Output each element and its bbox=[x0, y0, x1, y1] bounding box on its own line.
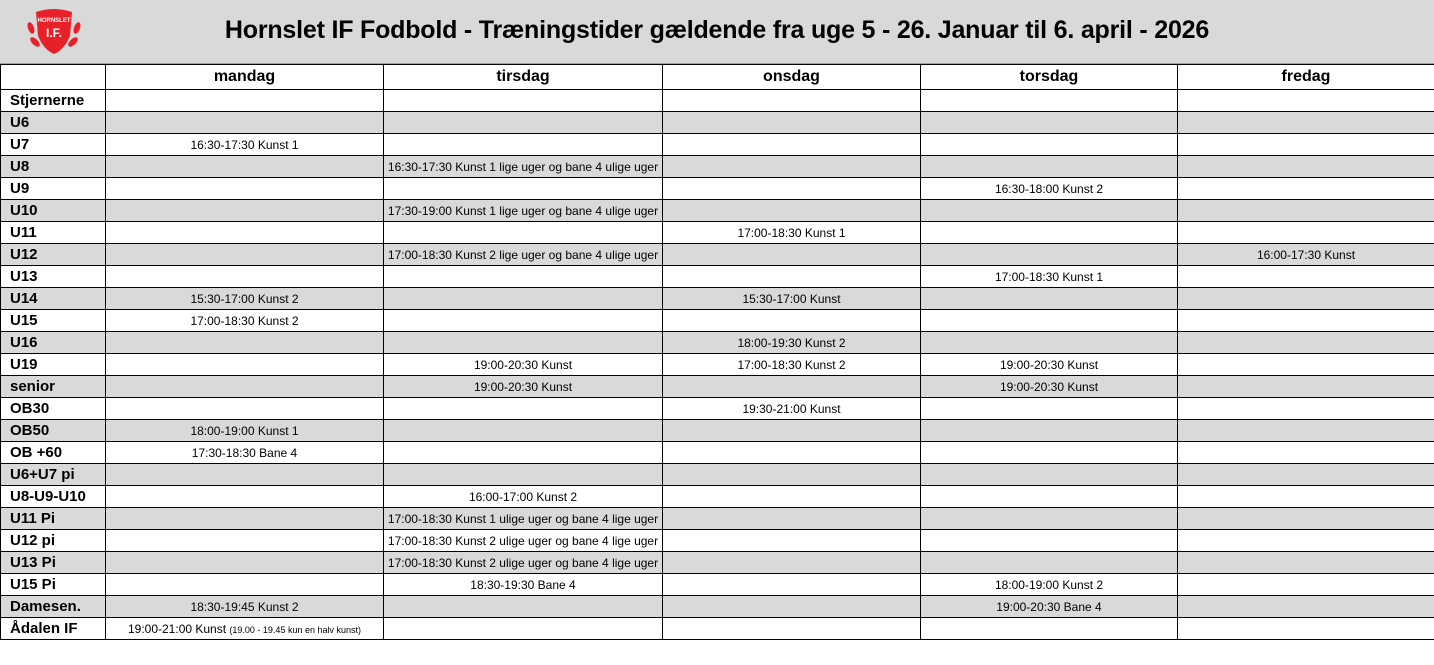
schedule-cell[interactable] bbox=[1178, 596, 1434, 618]
team-name: U8-U9-U10 bbox=[1, 486, 106, 508]
schedule-cell[interactable] bbox=[106, 464, 384, 486]
schedule-cell[interactable] bbox=[663, 574, 921, 596]
schedule-cell[interactable] bbox=[663, 530, 921, 552]
cell-text: 16:30-17:30 Kunst 1 bbox=[190, 137, 299, 152]
cell-text: 17:00-18:30 Kunst 1 bbox=[994, 269, 1104, 284]
team-name: U12 bbox=[1, 244, 106, 266]
cell-text: 17:00-18:30 Kunst 1 ulige uger og bane 4 lige uger bbox=[387, 511, 659, 526]
schedule-cell[interactable] bbox=[106, 596, 384, 618]
schedule-cell[interactable] bbox=[921, 310, 1178, 332]
schedule-cell[interactable] bbox=[663, 112, 921, 134]
day-header: onsdag bbox=[663, 65, 921, 90]
schedule-cell[interactable] bbox=[384, 112, 663, 134]
schedule-cell[interactable] bbox=[106, 244, 384, 266]
corner-cell bbox=[1, 65, 106, 90]
svg-text:HORNSLET: HORNSLET bbox=[37, 18, 71, 24]
schedule-cell[interactable] bbox=[1178, 442, 1434, 464]
cell-text: 16:00-17:00 Kunst 2 bbox=[468, 489, 578, 504]
table-row bbox=[1, 310, 1434, 332]
schedule-table bbox=[0, 64, 1434, 640]
table-row bbox=[1, 222, 1434, 244]
cell-text: 19:00-20:30 Kunst bbox=[999, 357, 1099, 372]
schedule-cell[interactable] bbox=[106, 376, 384, 398]
schedule-cell[interactable] bbox=[384, 486, 663, 508]
cell-text: 17:30-19:00 Kunst 1 lige uger og bane 4 ulige uger bbox=[387, 203, 659, 218]
schedule-cell[interactable] bbox=[384, 464, 663, 486]
schedule-cell[interactable] bbox=[663, 200, 921, 222]
schedule-cell[interactable] bbox=[921, 244, 1178, 266]
schedule-cell[interactable] bbox=[1178, 134, 1434, 156]
table-row bbox=[1, 266, 1434, 288]
schedule-cell[interactable] bbox=[921, 178, 1178, 200]
cell-text: 18:00-19:00 Kunst 2 bbox=[994, 577, 1104, 592]
schedule-cell[interactable] bbox=[663, 244, 921, 266]
schedule-cell[interactable] bbox=[106, 156, 384, 178]
table-row bbox=[1, 530, 1434, 552]
title-bar bbox=[0, 0, 1434, 64]
schedule-cell[interactable] bbox=[384, 266, 663, 288]
team-name: U6+U7 pi bbox=[1, 464, 106, 486]
day-header: fredag bbox=[1178, 65, 1434, 90]
table-row bbox=[1, 332, 1434, 354]
schedule-cell[interactable] bbox=[663, 332, 921, 354]
schedule-cell[interactable] bbox=[663, 618, 921, 640]
schedule-cell[interactable] bbox=[106, 618, 384, 640]
team-name: U14 bbox=[1, 288, 106, 310]
cell-text: 19:30-21:00 Kunst bbox=[742, 401, 841, 416]
schedule-cell[interactable] bbox=[384, 618, 663, 640]
schedule-cell[interactable] bbox=[106, 90, 384, 112]
cell-text: 17:00-18:30 Kunst 2 bbox=[737, 357, 846, 372]
schedule-cell[interactable] bbox=[921, 112, 1178, 134]
schedule-cell[interactable] bbox=[663, 222, 921, 244]
schedule-cell[interactable] bbox=[663, 420, 921, 442]
schedule-cell[interactable] bbox=[663, 464, 921, 486]
cell-text: 17:00-18:30 Kunst 2 ulige uger og bane 4 lige uger bbox=[387, 555, 659, 570]
schedule-cell[interactable] bbox=[384, 574, 663, 596]
schedule-cell[interactable] bbox=[1178, 178, 1434, 200]
cell-text: 19:00-21:00 Kunst bbox=[127, 621, 227, 636]
schedule-cell[interactable] bbox=[384, 178, 663, 200]
header-row bbox=[1, 65, 1434, 90]
team-name: U12 pi bbox=[1, 530, 106, 552]
schedule-cell[interactable] bbox=[106, 574, 384, 596]
schedule-cell[interactable] bbox=[1178, 200, 1434, 222]
table-row bbox=[1, 464, 1434, 486]
schedule-cell[interactable] bbox=[921, 222, 1178, 244]
schedule-cell[interactable] bbox=[921, 266, 1178, 288]
schedule-cell[interactable] bbox=[663, 156, 921, 178]
table-row bbox=[1, 200, 1434, 222]
table-row bbox=[1, 112, 1434, 134]
team-name: Stjernerne bbox=[1, 90, 106, 112]
schedule-cell[interactable] bbox=[663, 508, 921, 530]
schedule-cell[interactable] bbox=[1178, 398, 1434, 420]
cell-text: 17:00-18:30 Kunst 2 lige uger og bane 4 ulige uger bbox=[387, 247, 659, 262]
cell-text: 16:30-18:00 Kunst 2 bbox=[994, 181, 1104, 196]
table-row bbox=[1, 288, 1434, 310]
schedule-cell[interactable] bbox=[106, 420, 384, 442]
schedule-cell[interactable] bbox=[384, 530, 663, 552]
schedule-cell[interactable] bbox=[663, 596, 921, 618]
schedule-cell[interactable] bbox=[663, 552, 921, 574]
team-name: Ådalen IF bbox=[1, 618, 106, 640]
schedule-cell[interactable] bbox=[384, 596, 663, 618]
cell-text: 19:00-20:30 Kunst bbox=[473, 379, 573, 394]
schedule-cell[interactable] bbox=[1178, 574, 1434, 596]
schedule-cell[interactable] bbox=[921, 376, 1178, 398]
schedule-cell[interactable] bbox=[663, 376, 921, 398]
table-row bbox=[1, 244, 1434, 266]
schedule-cell[interactable] bbox=[921, 508, 1178, 530]
schedule-cell[interactable] bbox=[921, 134, 1178, 156]
table-row bbox=[1, 420, 1434, 442]
schedule-cell[interactable] bbox=[921, 398, 1178, 420]
schedule-cell[interactable] bbox=[921, 354, 1178, 376]
schedule-cell[interactable] bbox=[1178, 420, 1434, 442]
schedule-cell[interactable] bbox=[106, 134, 384, 156]
cell-text: 17:00-18:30 Kunst 2 ulige uger og bane 4 lige uger bbox=[387, 533, 659, 548]
schedule-cell[interactable] bbox=[1178, 310, 1434, 332]
team-name: U7 bbox=[1, 134, 106, 156]
schedule-cell[interactable] bbox=[384, 288, 663, 310]
schedule-cell[interactable] bbox=[106, 266, 384, 288]
schedule-cell[interactable] bbox=[384, 134, 663, 156]
table-row bbox=[1, 398, 1434, 420]
schedule-cell[interactable] bbox=[921, 574, 1178, 596]
schedule-cell[interactable] bbox=[106, 332, 384, 354]
schedule-cell[interactable] bbox=[384, 552, 663, 574]
team-name: U9 bbox=[1, 178, 106, 200]
schedule-cell[interactable] bbox=[384, 442, 663, 464]
team-name: OB50 bbox=[1, 420, 106, 442]
schedule-cell[interactable] bbox=[663, 398, 921, 420]
day-header: torsdag bbox=[921, 65, 1178, 90]
team-name: U10 bbox=[1, 200, 106, 222]
schedule-cell[interactable] bbox=[663, 442, 921, 464]
table-row bbox=[1, 618, 1434, 640]
team-name: U8 bbox=[1, 156, 106, 178]
schedule-cell[interactable] bbox=[663, 486, 921, 508]
cell-text: 15:30-17:00 Kunst bbox=[742, 291, 841, 306]
table-row bbox=[1, 508, 1434, 530]
schedule-cell[interactable] bbox=[1178, 376, 1434, 398]
schedule-cell[interactable] bbox=[663, 354, 921, 376]
cell-text: 19:00-20:30 Kunst bbox=[999, 379, 1099, 394]
svg-text:I.F.: I.F. bbox=[45, 26, 63, 40]
schedule-cell[interactable] bbox=[663, 134, 921, 156]
schedule-cell[interactable] bbox=[1178, 464, 1434, 486]
table-row bbox=[1, 90, 1434, 112]
schedule-cell[interactable] bbox=[921, 596, 1178, 618]
day-header: mandag bbox=[106, 65, 384, 90]
schedule-cell[interactable] bbox=[1178, 156, 1434, 178]
schedule-cell[interactable] bbox=[1178, 222, 1434, 244]
schedule-cell[interactable] bbox=[384, 508, 663, 530]
team-name: OB +60 bbox=[1, 442, 106, 464]
schedule-cell[interactable] bbox=[921, 486, 1178, 508]
schedule-cell[interactable] bbox=[384, 200, 663, 222]
schedule-cell[interactable] bbox=[106, 200, 384, 222]
cell-text: 18:00-19:00 Kunst 1 bbox=[190, 423, 299, 438]
cell-text: 19:00-20:30 Bane 4 bbox=[996, 599, 1102, 614]
schedule-cell[interactable] bbox=[106, 288, 384, 310]
schedule-cell[interactable] bbox=[1178, 530, 1434, 552]
cell-text: 17:00-18:30 Kunst 1 bbox=[737, 225, 846, 240]
table-row bbox=[1, 354, 1434, 376]
schedule-cell[interactable] bbox=[384, 222, 663, 244]
schedule-cell[interactable] bbox=[1178, 244, 1434, 266]
schedule-cell[interactable] bbox=[384, 310, 663, 332]
schedule-cell[interactable] bbox=[1178, 288, 1434, 310]
table-row bbox=[1, 178, 1434, 200]
team-name: U6 bbox=[1, 112, 106, 134]
schedule-cell[interactable] bbox=[921, 90, 1178, 112]
cell-text: 16:30-17:30 Kunst 1 lige uger og bane 4 ulige uger bbox=[387, 159, 659, 174]
cell-note: (19.00 - 19.45 kun en halv kunst) bbox=[229, 624, 361, 635]
schedule-cell[interactable] bbox=[921, 618, 1178, 640]
table-row bbox=[1, 552, 1434, 574]
cell-text: 15:30-17:00 Kunst 2 bbox=[190, 291, 299, 306]
table-row bbox=[1, 156, 1434, 178]
team-name: Damesen. bbox=[1, 596, 106, 618]
table-row bbox=[1, 574, 1434, 596]
schedule-cell[interactable] bbox=[384, 376, 663, 398]
schedule-cell[interactable] bbox=[106, 442, 384, 464]
schedule-cell[interactable] bbox=[106, 112, 384, 134]
schedule-cell[interactable] bbox=[921, 420, 1178, 442]
day-header: tirsdag bbox=[384, 65, 663, 90]
table-row bbox=[1, 134, 1434, 156]
schedule-cell[interactable] bbox=[1178, 354, 1434, 376]
schedule-cell[interactable] bbox=[663, 288, 921, 310]
page-title: Hornslet IF Fodbold - Træningstider gældende fra uge 5 - 26. Januar til 6. april - 2026 bbox=[224, 16, 1210, 44]
cell-text: 18:30-19:45 Kunst 2 bbox=[190, 599, 299, 614]
schedule-cell[interactable] bbox=[1178, 508, 1434, 530]
schedule-cell[interactable] bbox=[921, 156, 1178, 178]
team-name: U11 bbox=[1, 222, 106, 244]
schedule-cell[interactable] bbox=[663, 310, 921, 332]
schedule-cell[interactable] bbox=[921, 200, 1178, 222]
schedule-cell[interactable] bbox=[106, 222, 384, 244]
table-row bbox=[1, 596, 1434, 618]
schedule-cell[interactable] bbox=[384, 354, 663, 376]
team-name: U15 Pi bbox=[1, 574, 106, 596]
schedule-cell[interactable] bbox=[921, 464, 1178, 486]
schedule-cell[interactable] bbox=[663, 90, 921, 112]
schedule-cell[interactable] bbox=[106, 486, 384, 508]
team-name: OB30 bbox=[1, 398, 106, 420]
schedule-cell[interactable] bbox=[384, 244, 663, 266]
schedule-cell[interactable] bbox=[921, 530, 1178, 552]
schedule-cell[interactable] bbox=[106, 310, 384, 332]
schedule-cell[interactable] bbox=[106, 530, 384, 552]
schedule-cell[interactable] bbox=[921, 442, 1178, 464]
schedule-cell[interactable] bbox=[1178, 486, 1434, 508]
schedule-cell[interactable] bbox=[384, 398, 663, 420]
cell-text: 19:00-20:30 Kunst bbox=[473, 357, 573, 372]
schedule-cell[interactable] bbox=[921, 288, 1178, 310]
schedule-cell[interactable] bbox=[106, 398, 384, 420]
team-name: U19 bbox=[1, 354, 106, 376]
schedule-cell[interactable] bbox=[106, 178, 384, 200]
schedule-cell[interactable] bbox=[921, 552, 1178, 574]
cell-text: 17:30-18:30 Bane 4 bbox=[191, 445, 298, 460]
schedule-cell[interactable] bbox=[1178, 266, 1434, 288]
schedule-cell[interactable] bbox=[1178, 90, 1434, 112]
team-name: U13 bbox=[1, 266, 106, 288]
schedule-cell[interactable] bbox=[921, 332, 1178, 354]
schedule-cell[interactable] bbox=[1178, 552, 1434, 574]
schedule-cell[interactable] bbox=[384, 90, 663, 112]
schedule-cell[interactable] bbox=[106, 508, 384, 530]
schedule-cell[interactable] bbox=[384, 156, 663, 178]
team-name: U11 Pi bbox=[1, 508, 106, 530]
schedule-cell[interactable] bbox=[1178, 618, 1434, 640]
team-name: U15 bbox=[1, 310, 106, 332]
schedule-cell[interactable] bbox=[106, 552, 384, 574]
table-row bbox=[1, 376, 1434, 398]
cell-text: 17:00-18:30 Kunst 2 bbox=[190, 313, 299, 328]
team-name: U13 Pi bbox=[1, 552, 106, 574]
cell-text: 18:30-19:30 Bane 4 bbox=[470, 577, 576, 592]
cell-text: 16:00-17:30 Kunst bbox=[1256, 247, 1356, 262]
team-name: U16 bbox=[1, 332, 106, 354]
schedule-cell[interactable] bbox=[384, 420, 663, 442]
schedule-cell[interactable] bbox=[106, 354, 384, 376]
schedule-cell[interactable] bbox=[1178, 112, 1434, 134]
schedule-cell[interactable] bbox=[663, 266, 921, 288]
cell-text: 18:00-19:30 Kunst 2 bbox=[737, 335, 846, 350]
table-row bbox=[1, 486, 1434, 508]
team-name: senior bbox=[1, 376, 106, 398]
schedule-cell[interactable] bbox=[663, 178, 921, 200]
schedule-cell[interactable] bbox=[384, 332, 663, 354]
table-row bbox=[1, 442, 1434, 464]
schedule-cell[interactable] bbox=[1178, 332, 1434, 354]
